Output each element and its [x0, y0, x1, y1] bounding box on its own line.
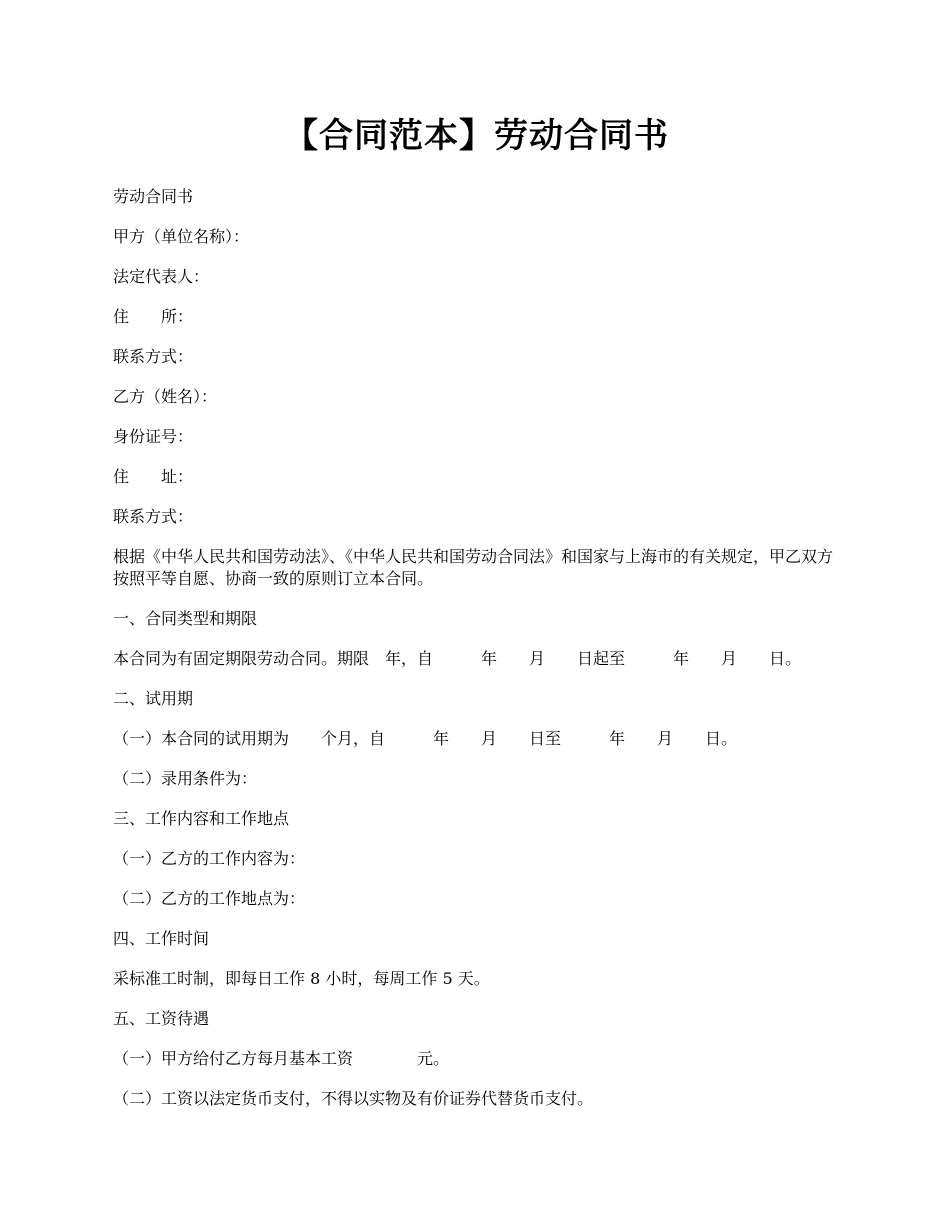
party-b-address-field: 住 址：: [113, 467, 194, 486]
party-b-contact-field: 联系方式：: [113, 507, 194, 526]
subtitle-paragraph: 劳动合同书: [113, 187, 194, 206]
contract-term-paragraph: 本合同为有固定期限劳动合同。期限 年，自 年 月 日起至 年 月 日。: [113, 649, 802, 668]
party-b-name-field: 乙方（姓名）：: [113, 387, 218, 406]
party-b-id-field: 身份证号：: [113, 427, 194, 446]
section-heading-probation: 二、试用期: [113, 689, 194, 708]
work-location-paragraph: （二）乙方的工作地点为：: [113, 889, 306, 908]
base-salary-paragraph: （一）甲方给付乙方每月基本工资 元。: [113, 1049, 450, 1068]
section-heading-salary: 五、工资待遇: [113, 1009, 210, 1028]
section-heading-work-content: 三、工作内容和工作地点: [113, 809, 290, 828]
hiring-conditions-paragraph: （二）录用条件为：: [113, 769, 258, 788]
party-a-contact-field: 联系方式：: [113, 347, 194, 366]
legal-representative-field: 法定代表人：: [113, 267, 210, 286]
section-heading-contract-type: 一、合同类型和期限: [113, 609, 258, 628]
preamble-paragraph: 根据《中华人民共和国劳动法》、《中华人民共和国劳动合同法》和国家与上海市的有关规定，甲乙双方按照平等自愿、协商一致的原则订立本合同。: [113, 547, 834, 588]
salary-payment-paragraph: （二）工资以法定货币支付，不得以实物及有价证券代替货币支付。: [113, 1089, 594, 1108]
document-title: 【合同范本】劳动合同书: [284, 116, 669, 156]
work-content-paragraph: （一）乙方的工作内容为：: [113, 849, 306, 868]
party-a-name-field: 甲方（单位名称）：: [113, 227, 250, 246]
probation-term-paragraph: （一）本合同的试用期为 个月，自 年 月 日至 年 月 日。: [113, 729, 738, 748]
party-a-address-field: 住 所：: [113, 307, 194, 326]
section-heading-work-hours: 四、工作时间: [113, 929, 210, 948]
work-hours-paragraph: 采标准工时制，即每日工作 8 小时，每周工作 5 天。: [113, 969, 490, 988]
